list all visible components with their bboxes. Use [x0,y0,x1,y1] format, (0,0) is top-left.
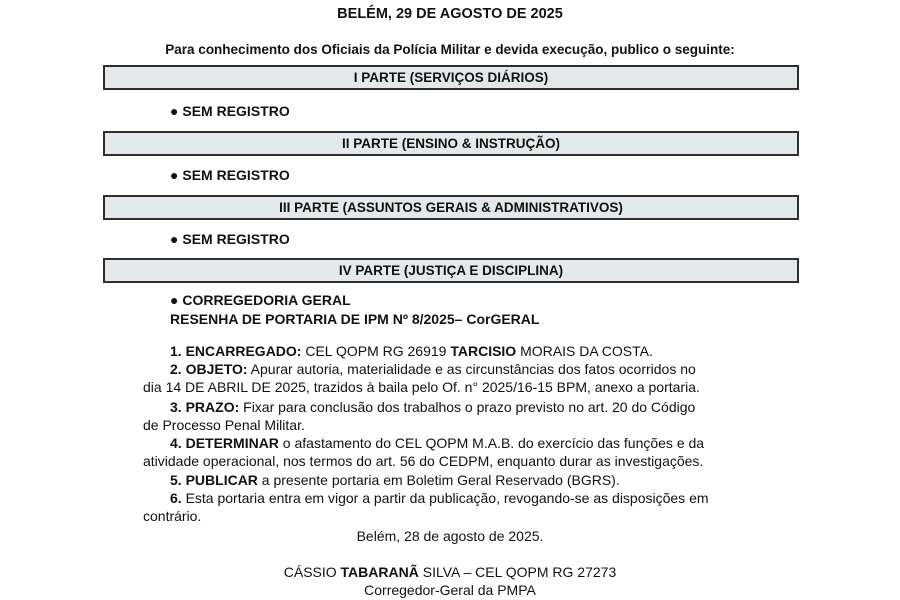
signature-name: CÁSSIO TABARANÃ SILVA – CEL QOPM RG 27273 [283,564,617,580]
portaria-item-5: 5. PUBLICAR a presente portaria em Boletim Geral Reservado (BGRS). [170,472,620,488]
portaria-item-3-line-1: 3. PRAZO: Fixar para conclusão dos trabalhos o prazo previsto no art. 20 do Código [170,399,696,415]
section-header-part-2: II PARTE (ENSINO & INSTRUÇÃO) [103,131,799,156]
portaria-item-6-line-2: contrário. [143,508,202,524]
portaria-item-3-line-2: de Processo Penal Militar. [143,417,305,433]
bullet-icon: ● [170,167,183,183]
signature-role: Corregedor-Geral da PMPA [364,582,536,598]
portaria-item-4-line-2: atividade operacional, nos termos do art. 56 do CEDPM, enquanto durar as investigações. [143,453,704,469]
bullet-icon: ● [170,231,183,247]
portaria-item-1: 1. ENCARREGADO: CEL QOPM RG 26919 TARCISIO MORAIS DA COSTA. [170,343,653,359]
section-3-bullet: ● SEM REGISTRO [170,231,290,247]
section-header-part-4: IV PARTE (JUSTIÇA E DISCIPLINA) [103,258,799,283]
section-header-part-3: III PARTE (ASSUNTOS GERAIS & ADMINISTRATIVOS) [103,195,799,220]
portaria-item-6-line-1: 6. Esta portaria entra em vigor a partir da publicação, revogando-se as disposições em [170,490,709,506]
portaria-subheading: RESENHA DE PORTARIA DE IPM Nº 8/2025– CorGERAL [170,311,540,327]
bullet-icon: ● [170,292,183,308]
document-dateline: BELÉM, 29 DE AGOSTO DE 2025 [337,6,563,22]
section-2-bullet: ● SEM REGISTRO [170,167,290,183]
section-header-part-1: I PARTE (SERVIÇOS DIÁRIOS) [103,65,799,90]
place-date: Belém, 28 de agosto de 2025. [356,528,544,544]
portaria-item-2-line-2: dia 14 DE ABRIL DE 2025, trazidos à baila pelo Of. n° 2025/16-15 BPM, anexo a portaria. [143,379,700,395]
portaria-item-2-line-1: 2. OBJETO: Apurar autoria, materialidade e as circunstâncias dos fatos ocorridos no [170,361,696,377]
intro-text: Para conhecimento dos Oficiais da Polícia Militar e devida execução, publico o seguinte: [165,42,735,57]
section-1-bullet: ● SEM REGISTRO [170,103,290,119]
bullet-icon: ● [170,103,183,119]
portaria-item-4-line-1: 4. DETERMINAR o afastamento do CEL QOPM M.A.B. do exercício das funções e da [170,435,705,451]
corregedoria-heading: ● CORREGEDORIA GERAL [170,292,351,308]
